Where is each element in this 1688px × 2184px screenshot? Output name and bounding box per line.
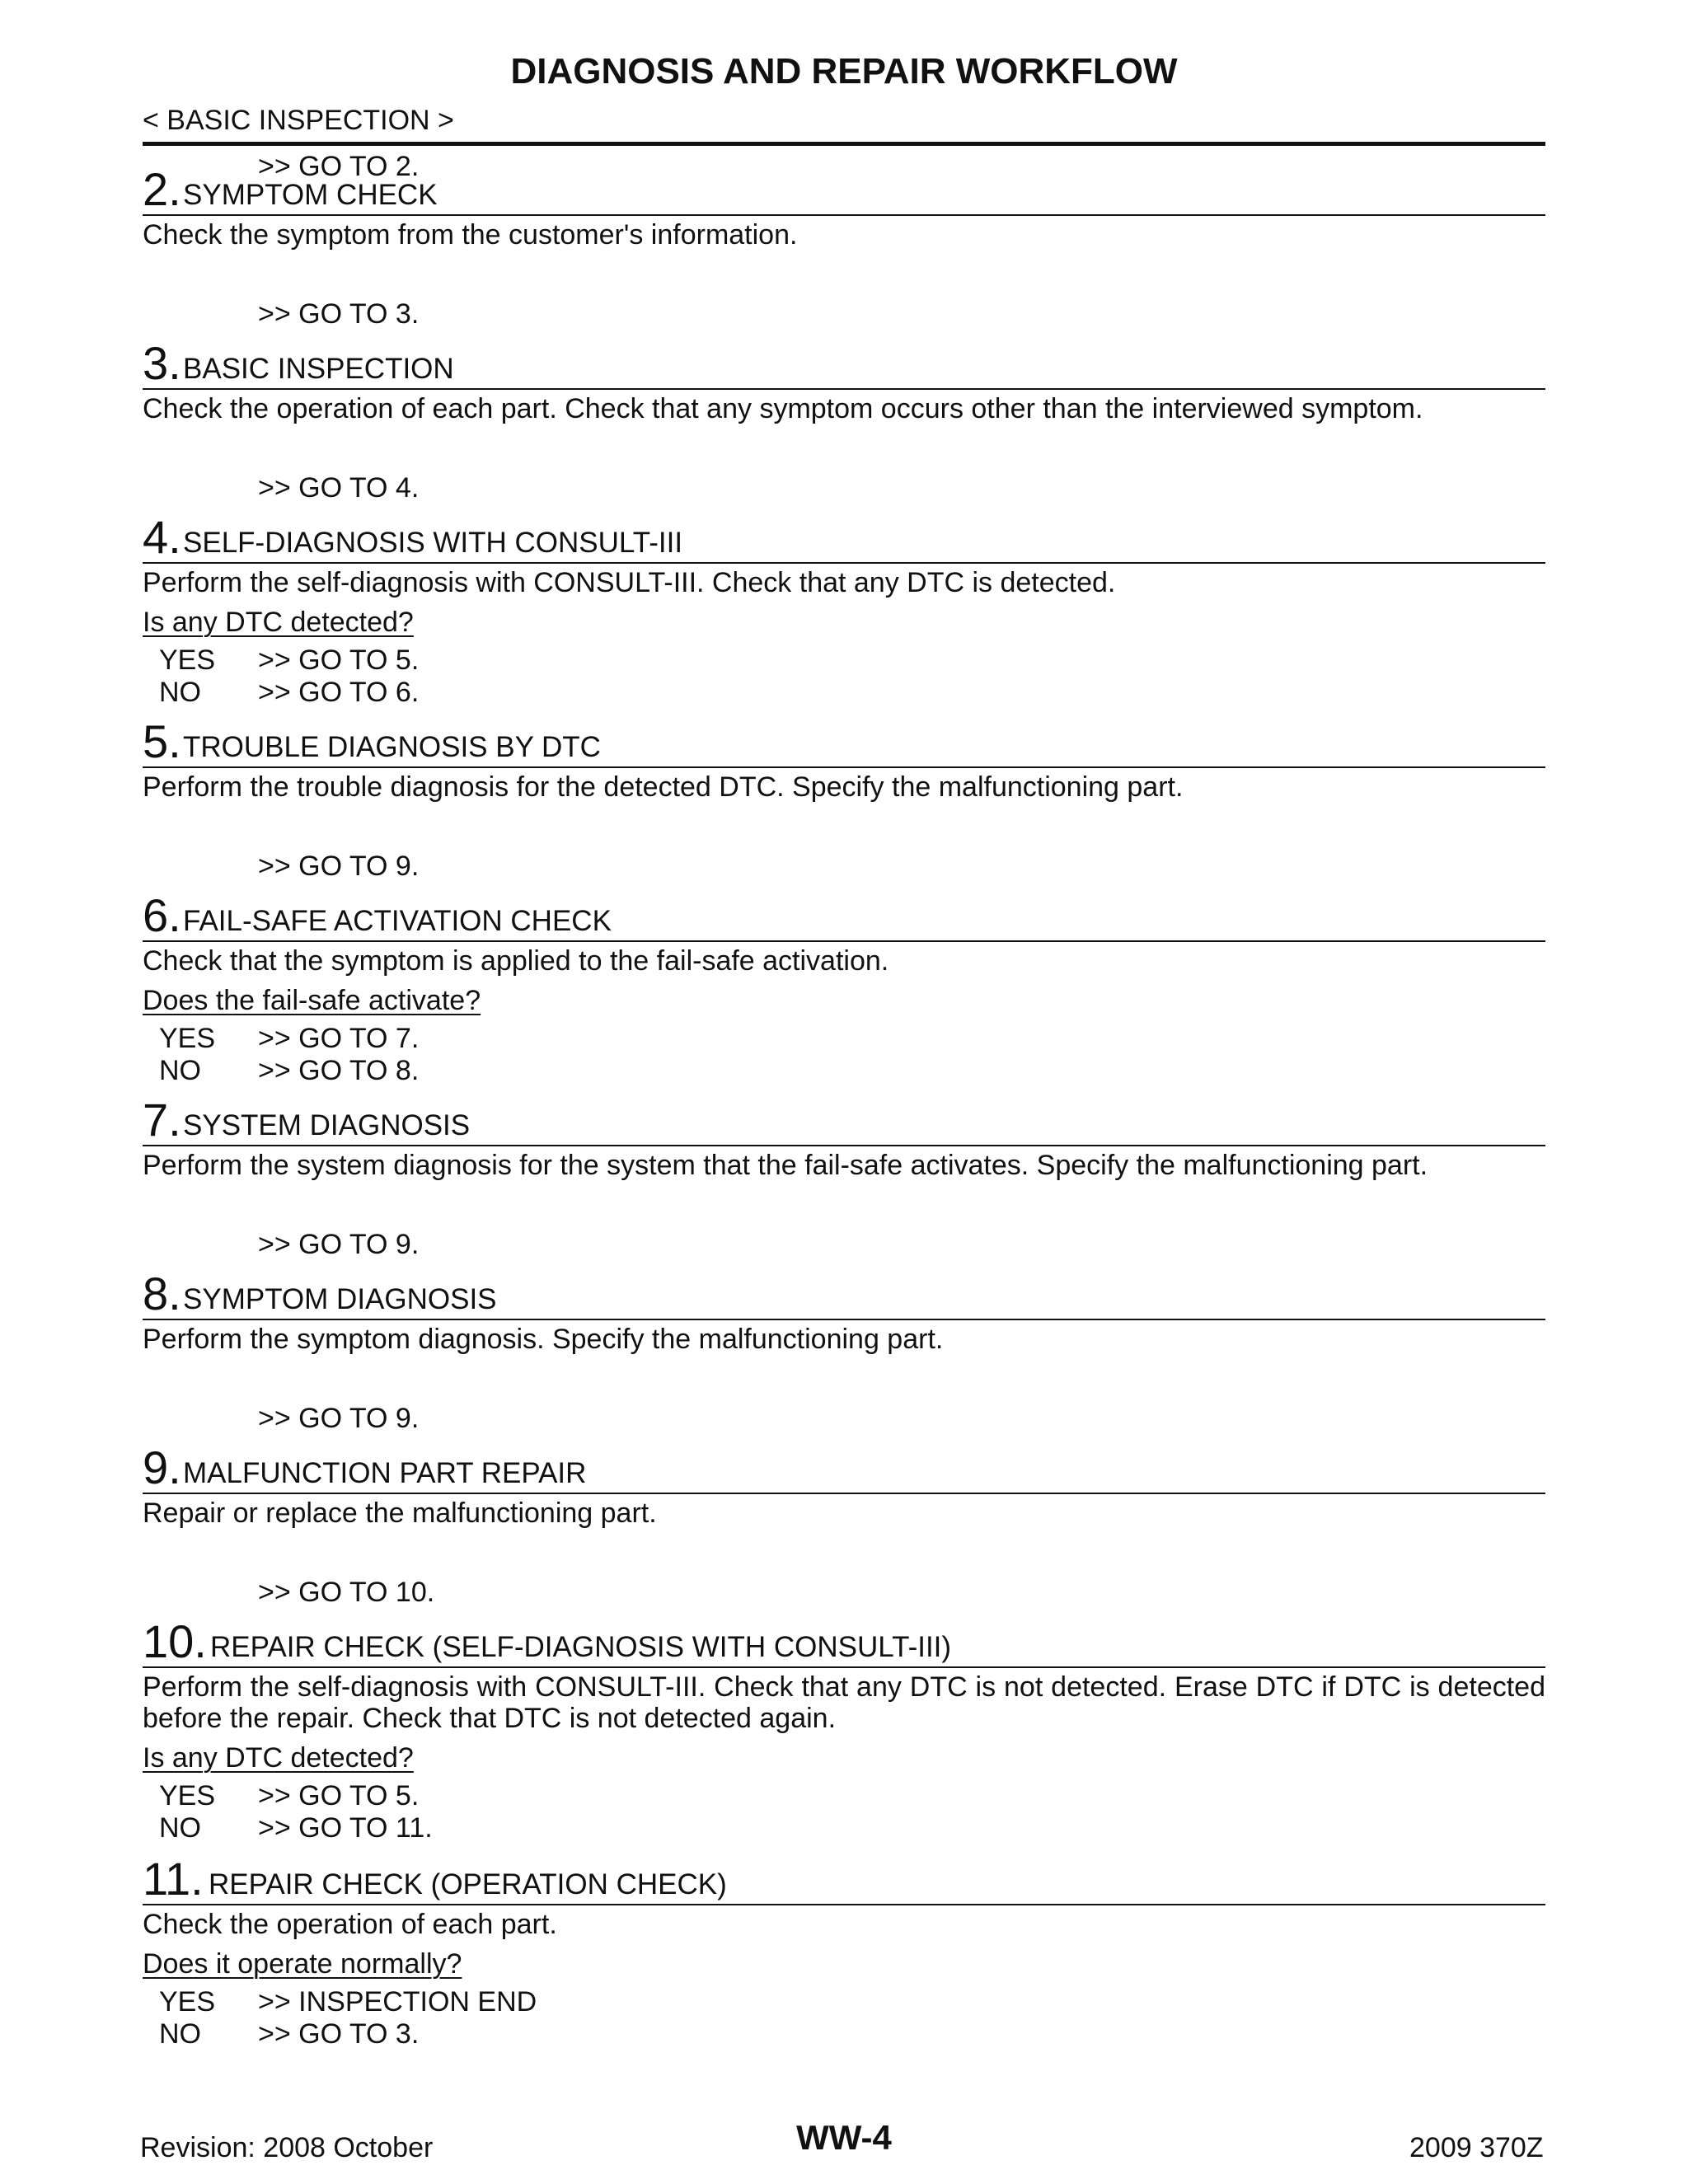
step-instruction: Perform the system diagnosis for the system that the fail-safe activates. Specify the malfunctioning part. bbox=[143, 1150, 1428, 1181]
step-instruction: Check the operation of each part. Check that any symptom occurs other than the interviewed symptom. bbox=[143, 393, 1423, 424]
branch-label: YES bbox=[159, 1023, 216, 1054]
step-title: REPAIR CHECK (SELF-DIAGNOSIS WITH CONSULT-III) bbox=[210, 1631, 952, 1663]
lead-goto: >> GO TO 2. bbox=[258, 151, 420, 182]
step-instruction: Perform the symptom diagnosis. Specify the malfunctioning part. bbox=[143, 1324, 944, 1355]
branch-label: NO bbox=[159, 1055, 201, 1086]
step-number: 9. bbox=[143, 1441, 181, 1493]
footer-page-number: WW-4 bbox=[796, 2118, 892, 2157]
branch-action: >> GO TO 3. bbox=[258, 2018, 420, 2050]
branch-label: YES bbox=[159, 644, 216, 676]
branch-no bbox=[143, 2018, 1545, 2050]
step-goto: >> GO TO 4. bbox=[258, 472, 420, 504]
step-header bbox=[143, 889, 1545, 939]
branch-action: >> GO TO 6. bbox=[258, 677, 420, 708]
step-divider bbox=[143, 1493, 1545, 1494]
step-goto: >> GO TO 9. bbox=[258, 1403, 420, 1434]
step-title: BASIC INSPECTION bbox=[183, 353, 454, 385]
step-goto: >> GO TO 3. bbox=[258, 298, 420, 330]
step-goto: >> GO TO 10. bbox=[258, 1577, 435, 1608]
step-divider bbox=[143, 388, 1545, 390]
step-number: 4. bbox=[143, 511, 181, 563]
step-goto: >> GO TO 9. bbox=[258, 851, 420, 882]
step-question: Does it operate normally? bbox=[143, 1948, 462, 1980]
footer-model: 2009 370Z bbox=[1409, 2132, 1544, 2163]
step-goto: >> GO TO 9. bbox=[258, 1229, 420, 1260]
step-header bbox=[143, 1094, 1545, 1146]
branch-action: >> GO TO 8. bbox=[258, 1055, 420, 1086]
step-title: FAIL-SAFE ACTIVATION CHECK bbox=[183, 905, 612, 937]
step-number: 6. bbox=[143, 889, 181, 941]
step-number: 11. bbox=[143, 1853, 204, 1905]
step-divider bbox=[143, 214, 1545, 216]
step-instruction: Check the operation of each part. bbox=[143, 1909, 557, 1940]
branch-yes bbox=[143, 1780, 1545, 1812]
page-title: DIAGNOSIS AND REPAIR WORKFLOW bbox=[510, 51, 1178, 91]
step-title: SYSTEM DIAGNOSIS bbox=[183, 1109, 471, 1141]
step-8 bbox=[143, 1268, 1545, 1434]
step-question: Is any DTC detected? bbox=[143, 607, 414, 638]
step-header bbox=[143, 511, 1545, 563]
step-title: REPAIR CHECK (OPERATION CHECK) bbox=[209, 1868, 727, 1900]
step-number: 5. bbox=[143, 715, 181, 767]
step-6 bbox=[143, 889, 1545, 1087]
step-number: 2. bbox=[143, 163, 181, 215]
step-4 bbox=[143, 511, 1545, 709]
step-instruction: Perform the self-diagnosis with CONSULT-III. Check that any DTC is detected. bbox=[143, 567, 1116, 598]
step-title: TROUBLE DIAGNOSIS BY DTC bbox=[183, 731, 601, 763]
branch-no bbox=[143, 677, 1545, 709]
step-number: 10. bbox=[143, 1615, 207, 1667]
branch-label: NO bbox=[159, 1812, 201, 1844]
branch-action: >> GO TO 5. bbox=[258, 644, 420, 676]
step-divider bbox=[143, 1319, 1545, 1320]
step-divider bbox=[143, 1145, 1545, 1146]
step-10 bbox=[143, 1615, 1545, 1844]
step-2 bbox=[143, 163, 1545, 330]
step-instruction: Perform the self-diagnosis with CONSULT-III. Check that any DTC is not detected. Erase DTC if DTC is detected before the repair. Check that DTC is not detected again. bbox=[143, 1671, 1545, 1734]
branch-label: YES bbox=[159, 1986, 216, 2018]
branch-yes bbox=[143, 1023, 1545, 1055]
step-question: Does the fail-safe activate? bbox=[143, 985, 481, 1016]
step-9 bbox=[143, 1441, 1545, 1608]
branch-no bbox=[143, 1812, 1545, 1844]
step-header bbox=[143, 1853, 1545, 1905]
branch-action: >> GO TO 5. bbox=[258, 1780, 420, 1811]
branch-action: >> GO TO 7. bbox=[258, 1023, 420, 1054]
step-header bbox=[143, 1441, 1545, 1491]
step-3 bbox=[143, 337, 1545, 504]
branch-label: NO bbox=[159, 677, 201, 708]
branch-list bbox=[143, 1986, 1545, 2050]
step-divider bbox=[143, 940, 1545, 942]
step-number: 8. bbox=[143, 1268, 181, 1319]
step-instruction: Perform the trouble diagnosis for the detected DTC. Specify the malfunctioning part. bbox=[143, 771, 1184, 803]
step-divider bbox=[143, 1904, 1545, 1905]
step-instruction: Repair or replace the malfunctioning part. bbox=[143, 1497, 657, 1529]
step-header bbox=[143, 715, 1545, 765]
branch-label: NO bbox=[159, 2018, 201, 2050]
step-divider bbox=[143, 766, 1545, 768]
step-divider bbox=[143, 562, 1545, 564]
step-instruction: Check the symptom from the customer's information. bbox=[143, 219, 798, 251]
branch-action: >> INSPECTION END bbox=[258, 1986, 537, 2018]
step-instruction: Check that the symptom is applied to the fail-safe activation. bbox=[143, 945, 889, 977]
step-header bbox=[143, 1268, 1545, 1317]
step-header bbox=[143, 1615, 1545, 1665]
step-number: 7. bbox=[143, 1094, 181, 1146]
branch-action: >> GO TO 11. bbox=[258, 1812, 433, 1844]
step-title: SYMPTOM CHECK bbox=[183, 179, 438, 211]
step-number: 3. bbox=[143, 337, 181, 389]
step-title: SYMPTOM DIAGNOSIS bbox=[183, 1283, 497, 1315]
step-7 bbox=[143, 1094, 1545, 1260]
step-5 bbox=[143, 715, 1545, 882]
step-header bbox=[143, 163, 1545, 213]
step-divider bbox=[143, 1666, 1545, 1668]
section-label: < BASIC INSPECTION > bbox=[143, 105, 454, 136]
branch-no bbox=[143, 1055, 1545, 1087]
branch-label: YES bbox=[159, 1780, 216, 1811]
step-title: SELF-DIAGNOSIS WITH CONSULT-III bbox=[183, 527, 683, 559]
step-11 bbox=[143, 1853, 1545, 2050]
branch-yes bbox=[143, 644, 1545, 677]
footer-revision: Revision: 2008 October bbox=[140, 2132, 434, 2163]
header-divider bbox=[143, 142, 1545, 146]
branch-list bbox=[143, 644, 1545, 709]
branch-list bbox=[143, 1023, 1545, 1087]
step-question: Is any DTC detected? bbox=[143, 1742, 414, 1774]
step-title: MALFUNCTION PART REPAIR bbox=[183, 1457, 587, 1489]
step-header bbox=[143, 337, 1545, 387]
branch-yes bbox=[143, 1986, 1545, 2018]
branch-list bbox=[143, 1780, 1545, 1844]
